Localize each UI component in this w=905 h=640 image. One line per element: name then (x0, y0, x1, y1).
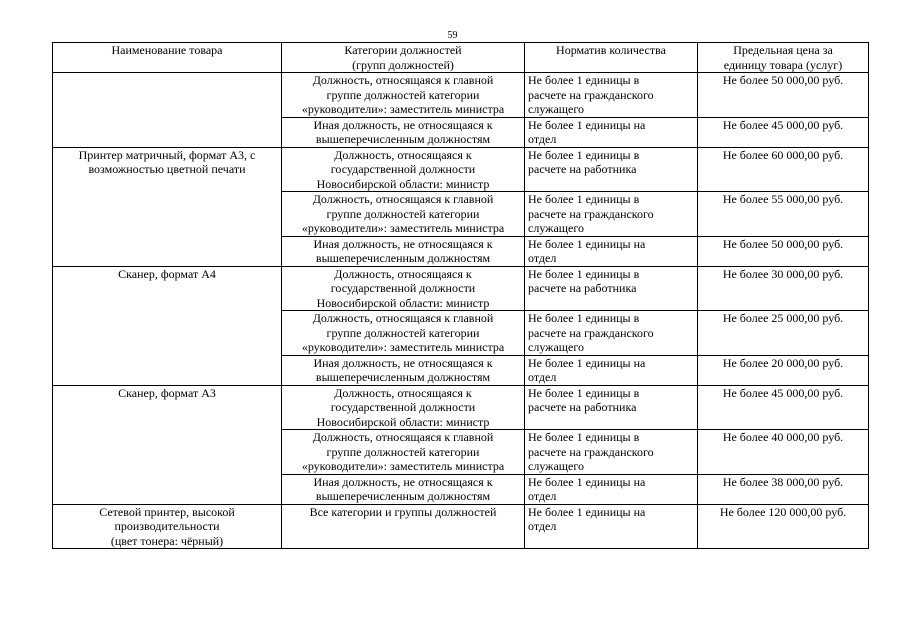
goods-name-line: производительности (114, 519, 220, 533)
goods-name-line: Принтер матричный, формат А3, с (78, 147, 256, 162)
goods-name-cell (53, 73, 282, 148)
quantity-norm-line: Не более 1 единицы на (528, 117, 646, 132)
quantity-norm-cell (525, 504, 698, 549)
position-category-line: Новосибирской области: министр (316, 295, 490, 310)
position-category-cell (282, 311, 525, 356)
price-limit-cell: Не более 55 000,00 руб. (698, 192, 869, 237)
position-category-line: Новосибирской области: министр (316, 176, 490, 191)
table-row (53, 266, 869, 311)
position-category-line: Иная должность, не относящаяся к (313, 355, 493, 370)
quantity-norm-cell (525, 117, 698, 147)
quantity-norm-line: служащего (528, 221, 584, 235)
position-category-cell (282, 266, 525, 311)
price-limit-cell: Не более 25 000,00 руб. (698, 311, 869, 356)
position-category-cell (282, 192, 525, 237)
quantity-norm-line: Не более 1 единицы на (528, 474, 646, 489)
header-goods (53, 43, 282, 73)
position-category-line: группе должностей категории (326, 206, 480, 221)
position-category-line: Должность, относящаяся к (334, 147, 472, 162)
quantity-norm-line: Не более 1 единицы в (528, 385, 640, 400)
quantity-norm-cell (525, 430, 698, 475)
position-category-cell (282, 236, 525, 266)
position-category-line: Иная должность, не относящаяся к (313, 474, 493, 489)
header-category (282, 43, 525, 73)
quantity-norm-line: расчете на гражданского (528, 444, 654, 459)
table-row (53, 73, 869, 118)
quantity-norm-line: Не более 1 единицы на (528, 355, 646, 370)
header-category-line: Категории должностей (344, 43, 462, 57)
header-goods-text: Наименование товара (111, 43, 223, 57)
norms-table (52, 42, 869, 549)
position-category-line: «руководители»: заместитель министра (301, 340, 505, 354)
table-body (53, 73, 869, 549)
goods-name-line: Сканер, формат А3 (118, 385, 216, 400)
header-category-line: (групп должностей) (352, 57, 454, 72)
position-category-line: государственной должности (330, 400, 476, 414)
position-category-line: «руководители»: заместитель министра (301, 221, 505, 235)
position-category-line: «руководители»: заместитель министра (301, 459, 505, 473)
quantity-norm-cell (525, 355, 698, 385)
quantity-norm-line: отдел (528, 370, 557, 384)
price-limit-cell: Не более 50 000,00 руб. (698, 73, 869, 118)
position-category-line: вышеперечисленным должностям (315, 370, 491, 384)
price-limit-cell: Не более 120 000,00 руб. (698, 504, 869, 549)
quantity-norm-line: Не более 1 единицы на (528, 236, 646, 251)
quantity-norm-line: Не более 1 единицы в (528, 73, 640, 87)
goods-name-line: (цвет тонера: чёрный) (110, 533, 224, 548)
header-norm-text: Норматив количества (556, 43, 666, 57)
quantity-norm-line: служащего (528, 340, 584, 354)
quantity-norm-cell (525, 474, 698, 504)
quantity-norm-cell (525, 147, 698, 192)
goods-name-cell (53, 385, 282, 504)
position-category-cell (282, 385, 525, 430)
quantity-norm-line: Не более 1 единицы в (528, 311, 640, 325)
position-category-cell (282, 430, 525, 475)
quantity-norm-line: расчете на работника (528, 162, 637, 176)
quantity-norm-line: отдел (528, 489, 557, 503)
position-category-line: Иная должность, не относящаяся к (313, 117, 493, 132)
position-category-line: Должность, относящаяся к главной (312, 73, 494, 87)
quantity-norm-line: отдел (528, 132, 557, 146)
position-category-cell (282, 117, 525, 147)
quantity-norm-line: служащего (528, 102, 584, 116)
quantity-norm-line: Не более 1 единицы в (528, 266, 640, 281)
position-category-cell (282, 73, 525, 118)
quantity-norm-line: Не более 1 единицы в (528, 192, 640, 206)
quantity-norm-cell (525, 192, 698, 237)
price-limit-cell: Не более 20 000,00 руб. (698, 355, 869, 385)
price-limit-cell: Не более 38 000,00 руб. (698, 474, 869, 504)
position-category-cell (282, 355, 525, 385)
position-category-line: группе должностей категории (326, 444, 480, 459)
quantity-norm-cell (525, 311, 698, 356)
position-category-line: «руководители»: заместитель министра (301, 102, 505, 116)
price-limit-cell: Не более 30 000,00 руб. (698, 266, 869, 311)
position-category-line: вышеперечисленным должностям (315, 132, 491, 146)
quantity-norm-line: Не более 1 единицы на (528, 504, 646, 519)
position-category-line: Новосибирской области: министр (316, 414, 490, 429)
position-category-line: Должность, относящаяся к (334, 385, 472, 400)
quantity-norm-cell (525, 73, 698, 118)
page-number: 59 (447, 30, 458, 41)
goods-name-line: Сетевой принтер, высокой (99, 504, 235, 519)
table-row (53, 385, 869, 430)
quantity-norm-line: служащего (528, 459, 584, 473)
position-category-line: Должность, относящаяся к главной (312, 430, 494, 444)
header-row (53, 43, 869, 73)
quantity-norm-line: отдел (528, 251, 557, 265)
quantity-norm-cell (525, 236, 698, 266)
price-limit-cell: Не более 40 000,00 руб. (698, 430, 869, 475)
price-limit-cell: Не более 45 000,00 руб. (698, 385, 869, 430)
quantity-norm-line: расчете на гражданского (528, 87, 654, 102)
quantity-norm-line: расчете на гражданского (528, 206, 654, 221)
position-category-line: государственной должности (330, 281, 476, 295)
price-limit-cell: Не более 45 000,00 руб. (698, 117, 869, 147)
header-price-line: Предельная цена за (733, 43, 833, 57)
position-category-line: группе должностей категории (326, 87, 480, 102)
position-category-cell (282, 147, 525, 192)
table-row (53, 147, 869, 192)
quantity-norm-line: Не более 1 единицы в (528, 430, 640, 444)
position-category-line: вышеперечисленным должностям (315, 489, 491, 503)
goods-name-cell (53, 266, 282, 385)
position-category-line: Должность, относящаяся к главной (312, 311, 494, 325)
quantity-norm-line: расчете на работника (528, 400, 637, 414)
header-price-line: единицу товара (услуг) (723, 57, 843, 72)
position-category-line: государственной должности (330, 162, 476, 176)
position-category-line: Все категории и группы должностей (309, 504, 497, 519)
quantity-norm-line: Не более 1 единицы в (528, 147, 640, 162)
quantity-norm-cell (525, 266, 698, 311)
price-limit-cell: Не более 60 000,00 руб. (698, 147, 869, 192)
goods-name-line: Сканер, формат А4 (118, 266, 216, 281)
goods-name-cell (53, 504, 282, 549)
position-category-cell (282, 474, 525, 504)
table-row (53, 504, 869, 549)
quantity-norm-cell (525, 385, 698, 430)
position-category-line: Иная должность, не относящаяся к (313, 236, 493, 251)
quantity-norm-line: расчете на гражданского (528, 325, 654, 340)
position-category-cell (282, 504, 525, 549)
quantity-norm-line: расчете на работника (528, 281, 637, 295)
header-price (698, 43, 869, 73)
price-limit-cell: Не более 50 000,00 руб. (698, 236, 869, 266)
position-category-line: Должность, относящаяся к (334, 266, 472, 281)
goods-name-line: возможностью цветной печати (88, 162, 246, 176)
header-norm (525, 43, 698, 73)
position-category-line: группе должностей категории (326, 325, 480, 340)
quantity-norm-line: отдел (528, 519, 557, 533)
table-header (53, 43, 869, 73)
position-category-line: вышеперечисленным должностям (315, 251, 491, 265)
goods-name-cell (53, 147, 282, 266)
position-category-line: Должность, относящаяся к главной (312, 192, 494, 206)
